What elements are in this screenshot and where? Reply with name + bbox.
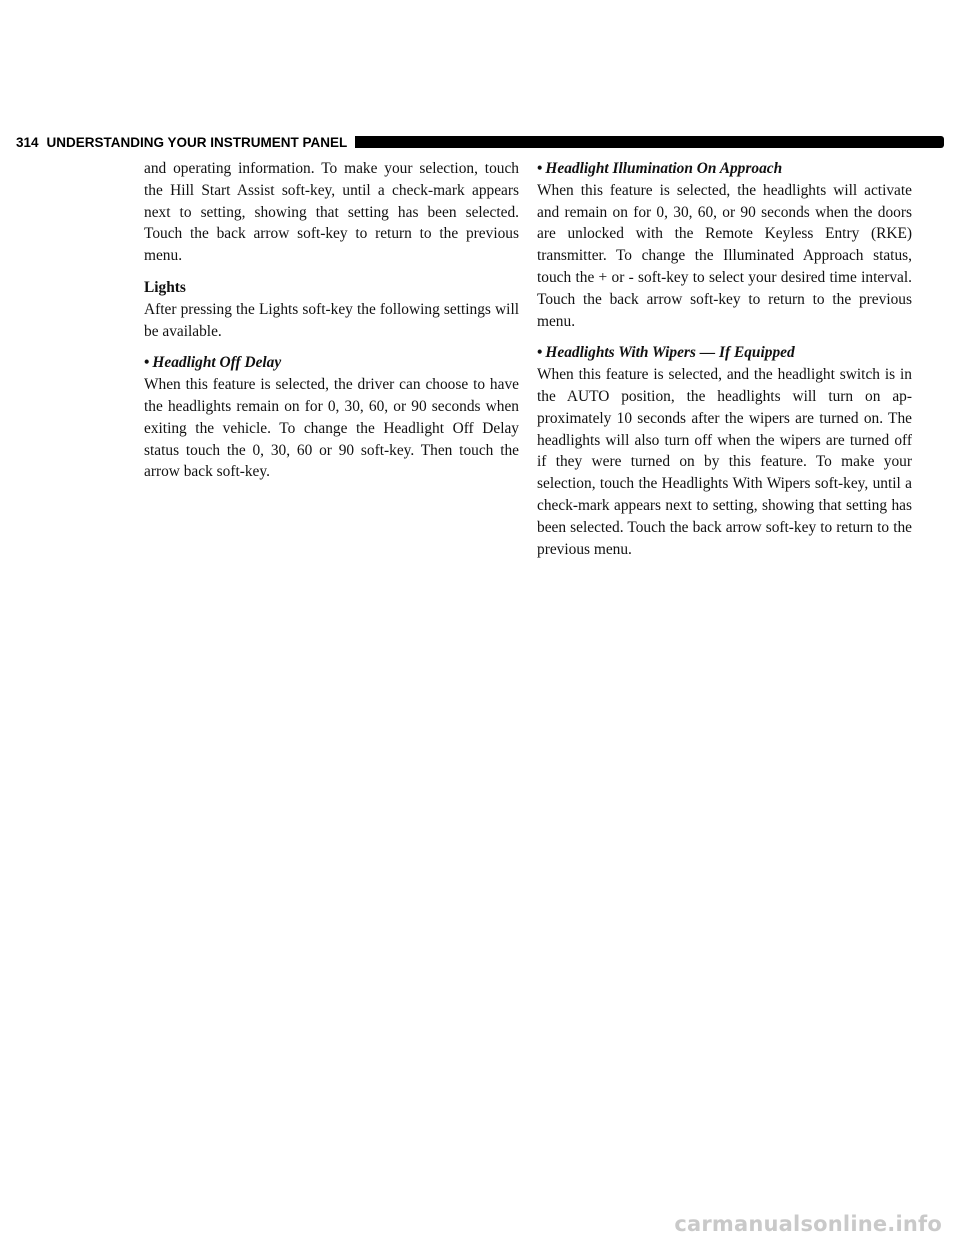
wipers-heading — [537, 342, 912, 364]
wipers-heading-text: Headlights With Wipers — If Equipped — [545, 344, 795, 362]
lights-paragraph: After pressing the Lights soft-key the following settings will be available. — [144, 300, 519, 340]
lights-heading: Lights — [144, 278, 186, 296]
wipers-paragraph: When this feature is selected, and the headlight switch is in the AUTO position, the headlights will turn on ap-proximately 10 seconds after the wipers are turned on. The headlights will also turn off when the wipers are turned off if they were turned on by this feature. To make your selection, touch the Headlights With Wipers soft-key, until a check-mark appears next to setting, showing that setting has been selected. Touch the back arrow soft-key to return to the previous menu. — [537, 366, 912, 558]
section-title: UNDERSTANDING YOUR INSTRUMENT PANEL — [46, 134, 348, 150]
page-number: 314 — [16, 134, 39, 150]
watermark: carmanualsonline.info — [674, 1212, 942, 1236]
page-header — [16, 134, 944, 150]
intro-paragraph: and operating information. To make your selection, touch the Hill Start Assist soft-key, until a check-mark appears next to setting, showing that setting has been selected. Touch the back arrow soft-key to return to the previous menu. — [144, 160, 519, 265]
bullet-icon: • — [144, 354, 150, 372]
headlight-off-delay-paragraph: When this feature is selected, the driver can choose to have the headlights remain on for 0, 30, 60, or 90 seconds when exiting the vehicle. To change the Headlight Off Delay status touch the 0, 30, 60 or 90 soft-key. Then touch the arrow back soft-key. — [144, 376, 519, 481]
bullet-icon: • — [537, 344, 543, 362]
headlight-off-delay-heading-text: Headlight Off Delay — [152, 354, 282, 372]
illumination-heading-text: Headlight Illumination On Approach — [545, 160, 783, 177]
illumination-paragraph: When this feature is selected, the headlights will activate and remain on for 0, 30, 60, or 90 seconds when the doors are unlocked with the Remote Keyless Entry (RKE) transmitter. To change the Illuminated Approach status, touch the + or - soft-key to select your desired time interval. Touch the back arrow soft-key to return to the previous menu. — [537, 181, 912, 330]
illumination-heading — [537, 158, 912, 180]
left-column — [144, 158, 519, 493]
header-rule — [355, 136, 944, 148]
right-column — [537, 158, 912, 570]
headlight-off-delay-heading — [144, 352, 519, 374]
bullet-icon: • — [537, 160, 543, 177]
